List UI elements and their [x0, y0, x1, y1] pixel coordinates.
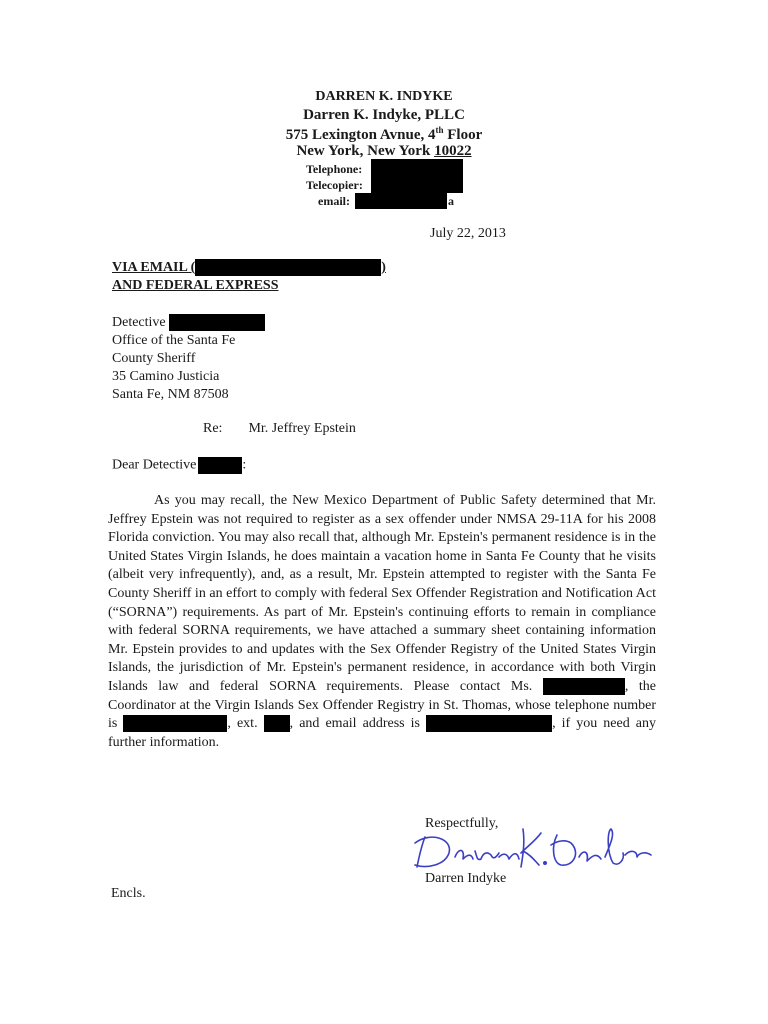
redaction-salutation-name [198, 457, 242, 474]
recipient-address: Detective Office of the Santa Fe County Sheriff 35 Camino Justicia Santa Fe, NM 87508 [112, 314, 265, 404]
closing: Respectfully, [425, 816, 499, 831]
re-subject: Mr. Jeffrey Epstein [248, 421, 356, 436]
redaction-coordinator-email [426, 715, 552, 732]
delivery-method: VIA EMAIL ( ) AND FEDERAL EXPRESS [112, 260, 386, 293]
signer-name: Darren Indyke [425, 871, 507, 886]
letterhead-city: New York, New York 10022 [296, 143, 472, 159]
letterhead-address: 575 Lexington Avnue, 4th Floor [285, 125, 483, 143]
telecopier-label: Telecopier: [306, 178, 363, 192]
redaction-extension [264, 715, 290, 732]
salutation: Dear Detective : [112, 457, 247, 473]
redaction-telephone [371, 159, 463, 178]
body-paragraph: As you may recall, the New Mexico Department of Public Safety determined that Mr. Jeffrey Epstein was not required to register as a sex offender under NMSA 29-11A for his 2008 Florida conviction. You may also recall that, although Mr. Epstein's permanent residence is in the United States Virgin Islands, he does maintain a vacation home in Santa Fe County that he visits (albeit very infrequently), and, as a result, Mr. Epstein attempted to register with the Santa Fe County Sheriff in an effort to comply with federal Sex Offender Registration and Notification Act (“SORNA”) requirements. As part of Mr. Epstein's continuing efforts to remain in compliance with federal SORNA requirements, we have attached a summary sheet containing information Mr. Epstein provides to and updates with the Sex Offender Registry of the United States Virgin Islands, the jurisdiction of Mr. Epstein's permanent residence, in accordance with both Virgin Islands law and federal SORNA requirements. Please contact Ms. , the Coordinator at the Virgin Islands Sex Offender Registry in St. Thomas, whose telephone number is , ext. , and email address is , if you need any further information. [108, 493, 657, 750]
email-label: email: [318, 194, 350, 208]
signature-image [411, 823, 661, 875]
email-trailing: a [448, 194, 454, 208]
re-line: Re: Mr. Jeffrey Epstein [203, 421, 356, 436]
letter-date: July 22, 2013 [430, 226, 506, 241]
delivery-fedex: AND FEDERAL EXPRESS [112, 278, 279, 293]
enclosures: Encls. [111, 886, 146, 901]
redaction-phone-number [123, 715, 227, 732]
redaction-detective-name [169, 314, 265, 331]
telephone-label: Telephone: [306, 162, 363, 176]
letterhead-firm: Darren K. Indyke, PLLC [303, 107, 465, 123]
redaction-coordinator-name [543, 678, 625, 695]
letterhead-name: DARREN K. INDYKE [315, 89, 453, 104]
redaction-email [355, 193, 447, 209]
redaction-delivery-email [195, 259, 381, 276]
redaction-telecopier [371, 177, 463, 193]
